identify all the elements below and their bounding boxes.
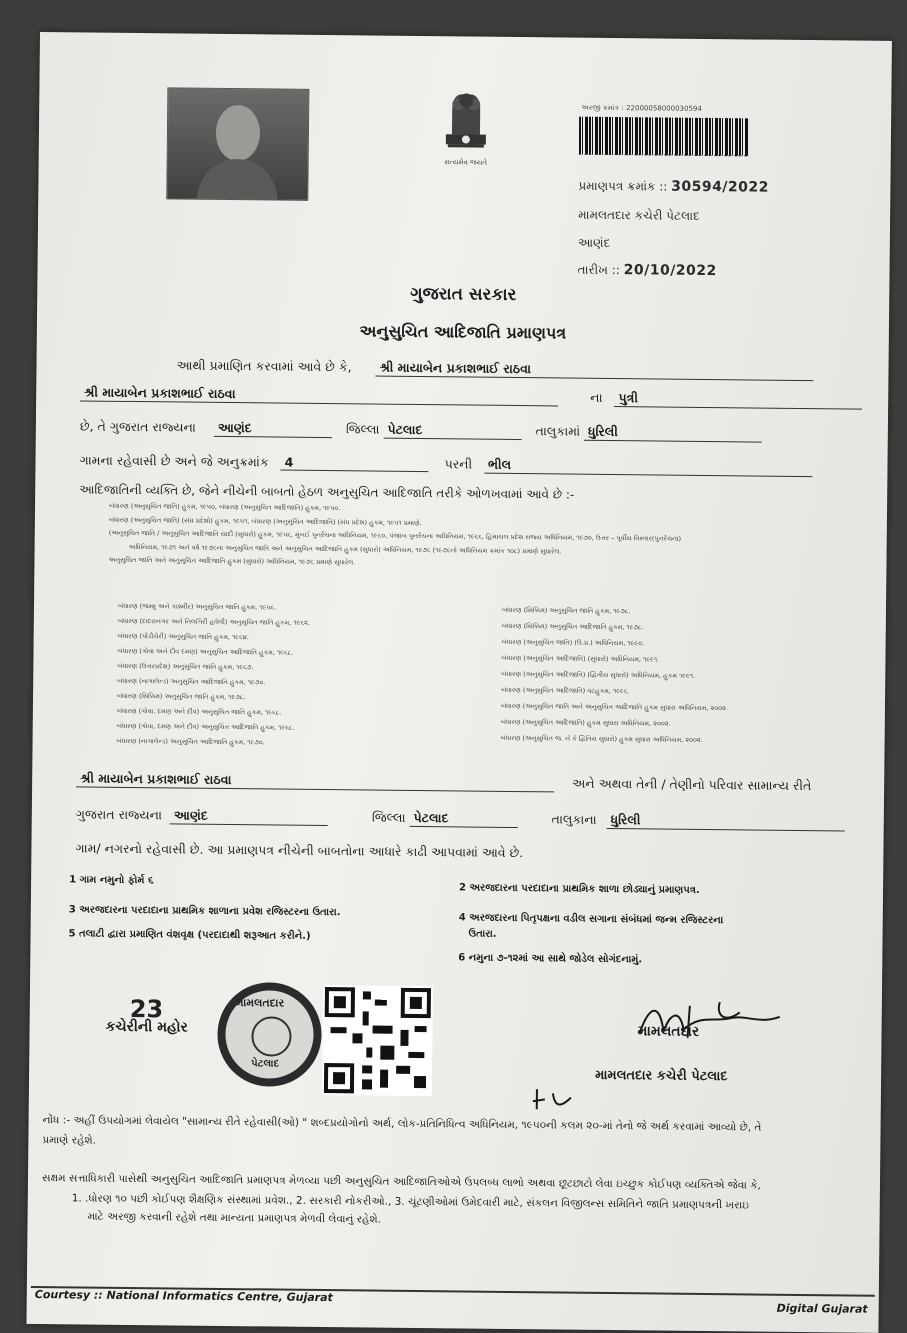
- seal-bottom-text: પેટલાદ: [251, 1058, 280, 1070]
- barcode: [579, 117, 749, 157]
- basis-village-name: ધુરિલી: [607, 812, 845, 831]
- qr-finder: [324, 1063, 354, 1093]
- cert-no-label: પ્રમાણપત્ર ક્રમાંક ::: [578, 178, 668, 194]
- holder-name-top: શ્રી માયાબેન પ્રકાશભાઈ રાઠવા: [376, 360, 814, 382]
- basis-holder-name: શ્રી માયાબેન પ્રકાશભાઈ રાઠવા: [76, 770, 554, 792]
- basis-taluka-name: પેટલાદ: [410, 810, 518, 828]
- national-emblem: [431, 86, 502, 177]
- order-line: બંધારણ (અનુસુચિત આદિજાતિ) (સુધારો) અધિનિયમ, ૧૯૯૧.: [501, 653, 660, 664]
- note-line: નોંધ :- અહીં ઉપયોગમાં લેવાયેલ "સામાન્ય રીતે રહેવાસી(ઓ) " શબ્દપ્રયોગોનો અર્થ, લોક-પ્રતિનિધિત્વ અધિનિયમ, ૧૯૫૦ની કલમ ૨૦-માં તેનો જે અર્થ કરવામાં આવ્યો છે, તે: [42, 1114, 762, 1134]
- na-text: ના: [590, 389, 603, 405]
- taluka-name: પેટલાદ: [383, 422, 521, 440]
- issuing-office: મામલતદાર કચેરી પેટલાદ: [578, 207, 700, 223]
- order-line: બંધારણ (જમ્મુ અને કાશ્મીર) અનુસુચિત જાતિ હુકમ, ૧૯૫૬.: [117, 601, 277, 612]
- issue-date: 20/10/2022: [623, 262, 717, 280]
- order-line: બંધારણ (અનુસુચિત જાતિ) (સંઘ પ્રદેશો) હુકમ, ૧૯૫૧, બંધારણ (અનુસુચિત આદિજાતિ) (સંઘ પ્રદેશ) હુકમ, ૧૯૫૧ પ્રમાણે.: [108, 515, 422, 527]
- qr-module: [373, 1026, 393, 1034]
- signatory-title: મામલતદાર: [637, 1023, 700, 1040]
- state-line: [80, 418, 762, 442]
- seal-ring-text: મામલતદાર: [235, 996, 285, 1010]
- relation: પુત્રી: [614, 390, 862, 410]
- qr-module: [414, 1076, 426, 1088]
- village-name: ધુરિલી: [584, 424, 762, 443]
- basis-resident-text: ગામ/ નગરનો રહેવાસી છે. આ પ્રમાણપત્ર નીચેની બાબતોના આધારે કાઢી આપવામાં આવે છે.: [75, 840, 524, 861]
- order-line: (અનુસુચિત જાતિ / અનુસુચિત આદિજાતિ યાદી (સુધારો) હુકમ, ૧૯૫૬, મુંબઈ પુનર્રચના અધિનિયમ, ૧૯૬૦, પંજાબ પુનર્રચના અધિનિયમ, ૧૯૬૬, હિમાચલ પ્રદેશ રાજ્ય અધિનિયમ, ૧૯૭૦, ઉત્તર – પૂર્વીય વિસ્તાર(પુનર્રચના): [108, 528, 682, 543]
- resident-text: ગામના રહેવાસી છે અને જે અનુક્રમાંક: [79, 452, 269, 470]
- holder-name: શ્રી માયાબેન પ્રકાશભાઈ રાઠવા: [80, 384, 558, 406]
- order-line: બંધારણ (અનુસુચિત આદિજાતિ) વટહુકમ, ૧૯૯૬.: [501, 685, 630, 696]
- order-line: અધિનિયમ, ૧૯૭૧ અને વર્ષ ૧૯૭૬ના અનુસુચિત જાતિ અને અનુસુચિત આદિજાતિ હુકમ (સુધારો) અધિનિયમ, ૧૯૭૬ (૧૯૭૬નો અધિનિયમ ક્રમાંક ૧૦૮) પ્રમાણે સુધારેલ.: [128, 542, 562, 555]
- date-label: તારીખ ::: [577, 262, 620, 278]
- qr-module: [363, 1011, 369, 1025]
- qr-module: [331, 1027, 347, 1033]
- order-line: અનુસુચિત જાતિ અને અનુસુચિત આદિજાતિ હુકમ (સુધારો) અધિનિયમ, ૧૯૭૬ પ્રમાણે સુધારેલ.: [108, 555, 356, 567]
- district-label: જિલ્લા: [345, 421, 380, 437]
- basis-district-label: જિલ્લા: [371, 809, 406, 825]
- issuing-district: આણંદ: [577, 235, 611, 250]
- digital-gujarat-text: Digital Gujarat: [776, 1301, 868, 1316]
- orders-left-column: [117, 603, 311, 747]
- document-item: 3 અરજદારના પરદાદાના પ્રાથમિક શાળાના પ્રવેશ રજિસ્ટરના ઉતારા.: [68, 904, 341, 919]
- district-name: આણંદ: [214, 420, 332, 438]
- photo-face: [216, 105, 261, 161]
- orders-top: [108, 503, 681, 569]
- certificate-paper: [26, 32, 891, 1333]
- basis-state-text: ગુજરાત રાજ્યના: [75, 806, 163, 823]
- signatory-office: મામલતદાર કચેરી પેટલાદ: [595, 1067, 728, 1085]
- name-line: [80, 384, 862, 409]
- order-line: બંધારણ (અનુસુચિત આદિજાતિ) હુકમ સુધારા અધિનિયમ, ૨૦૦૨.: [500, 717, 671, 728]
- government-title: ગુજરાત સરકાર: [410, 283, 517, 306]
- certificate-title: અનુસુચિત આદિજાતિ પ્રમાણપત્ર: [359, 321, 567, 343]
- serial-number: 4: [281, 455, 429, 473]
- order-line: બંધારણ (સિક્કિમ) અનુસુચિત જાતિ હુકમ, ૧૯૭૮.: [501, 605, 631, 616]
- issue-date-row: [577, 262, 716, 279]
- qr-finder: [325, 987, 355, 1017]
- photo-body: [197, 159, 277, 200]
- qr-module: [396, 1066, 410, 1074]
- emblem-caption: સત્યમેવ જયતે: [444, 158, 488, 167]
- note-line: સક્ષમ સત્તાધિકારી પાસેથી અનુસુચિત આદિજાતિ પ્રમાણપત્ર મેળવ્યા પછી અનુસુચિત આદિજાતિઓએ ઉપલબ્ધ લાભો અથવા છૂટછાટો લેવા ઇચ્છુક કોઈપણ વ્યક્તિએ જેવા કે,: [41, 1172, 761, 1192]
- qr-module: [375, 1000, 387, 1006]
- qr-module: [380, 1070, 388, 1088]
- qr-module: [363, 991, 371, 999]
- basis-district-name: આણંદ: [170, 807, 328, 826]
- taluka-label: તાલુકામાં: [535, 423, 581, 439]
- document-item: ઉતારા.: [468, 928, 497, 940]
- order-line: બંધારણ (દાદરાનગર અને નિલગિરી હવેલી) અનુસુચિત જાતિ હુકમ, ૧૯૬૨.: [117, 616, 310, 627]
- qr-module: [380, 1046, 394, 1060]
- order-line: બંધારણ (અનુસુચિત જાતિ) (ઉ.પ્ર.) અધિનિયમ, ૧૯૯૦.: [501, 637, 645, 648]
- lion-capital-icon: [438, 86, 495, 159]
- order-line: બંધારણ (ઉત્તરપ્રદેશ) અનુસુચિત જાતિ હુકમ, ૧૯૬૭.: [117, 661, 254, 672]
- applicant-photo: [166, 87, 309, 200]
- document-item: 6 નમુના ૭-૧૨માં આ સાથે જોડેલ સોગંદનામું.: [458, 952, 643, 966]
- order-line: બંધારણ (ગોવા અને દીવ દમણ) અનુસુચિત આદિજાતિ હુકમ, ૧૯૬૮.: [117, 646, 294, 657]
- order-line: બંધારણ (ગોવા, દમણ અને દીવ) અનુસુચિત આદિજાતિ હુકમ, ૧૯૬૮.: [116, 721, 295, 732]
- tribe-name: ભીલ: [484, 457, 812, 477]
- application-number: અરજી ક્રમાંક : 22000058000030594: [581, 103, 702, 113]
- order-line: બંધારણ (સિક્કિમ) અનુસુચિત જાતિ હુકમ, ૧૯૭૮.: [117, 691, 246, 702]
- order-line: બંધારણ (અનુસુચિત જ. ને કે દ્વિતિય સુધારો) હુકમ સુધારા અધિનિયમ, ૨૦૦૨.: [500, 733, 703, 744]
- qr-module: [408, 1052, 424, 1058]
- orders-right-column: [501, 607, 729, 744]
- order-line: બંધારણ (નાગાલેન્ડ) અનુસુચિત આદિજાતિ હુકમ, ૧૯૭૦.: [116, 736, 265, 747]
- note-line: માટે અરજી કરવાની રહેશે તથા માન્યતા પ્રમાણપત્ર મેળવી લેવાનું રહેશે.: [87, 1210, 382, 1226]
- note-line: 1. .ધોરણ ૧૦ પછી કોઈપણ શૈક્ષણિક સંસ્થામાં પ્રવેશ., 2. સરકારી નોકરીઓ., 3. ચૂંટણીઓમાં ઉમેદવારી માટે, સંકલન વિજીલન્સ સમિતિને જાતિ પ્રમાણપત્રની ખરાઇ: [71, 1192, 749, 1212]
- qr-module: [362, 1079, 372, 1089]
- order-line: બંધારણ (સિક્કિમ) અનુસુચિત આદિજાતિ હુકમ, ૧૯૭૮.: [501, 621, 644, 632]
- document-item: 4 અરજદારના પિતૃપક્ષના વડીલ સગાના સંબંધમાં જન્મ રજિસ્ટરના: [458, 912, 724, 927]
- resident-line: [79, 452, 812, 477]
- order-line: બંધારણ (અનુસુચિત જાતિ) હુકમ, ૧૯૫૦, બંધારણ (અનુસુચિત આદિજાતિ) હુકમ, ૧૯૫૦.: [109, 501, 341, 513]
- basis-name-line: [76, 770, 811, 795]
- seal-number: 23: [129, 994, 164, 1024]
- initials-icon: [531, 1083, 601, 1114]
- certificate-number-row: [578, 178, 769, 196]
- note-line: પ્રમાણે રહેશે.: [42, 1134, 97, 1147]
- barcode-block: [579, 104, 760, 157]
- qr-module: [352, 1033, 362, 1043]
- intro-text: આથી પ્રમાણિત કરવામાં આવે છે કે,: [176, 357, 352, 375]
- office-seal-label: કચેરીની મહોર: [105, 1018, 188, 1036]
- qr-finder: [401, 988, 431, 1018]
- basis-taluka-label: તાલુકાના: [551, 811, 597, 827]
- seal-emblem-icon: [251, 1016, 291, 1056]
- office-seal: [217, 982, 322, 1087]
- cert-no: 30594/2022: [671, 178, 770, 196]
- order-line: બંધારણ (નાગાલેન્ડ) અનુસુચિત આદિજાતિ હુકમ, ૧૯૭૦.: [117, 676, 266, 687]
- document-item: 2 અરજદારના પરદાદાના પ્રાથમિક શાળા છોડ્યાનું પ્રમાણપત્ર.: [459, 882, 700, 896]
- qr-module: [415, 1026, 427, 1032]
- qr-code: [322, 985, 433, 1096]
- tribe-text: આદિજાતિની વ્યક્તિ છે, જેને નીચેની બાબતો હેઠળ અનુસુચિત આદિજાતિ તરીકે ઓળખવામાં આવે છે :-: [79, 482, 575, 502]
- family-text: અને અથવા તેની / તેણીનો પરિવાર સામાન્ય રીતે: [572, 775, 812, 794]
- order-line: બંધારણ (અનુસુચિત આદિજાતિ) (દ્વિતીય સુધારો) અધિનિયમ, હુકમ ૧૯૯૧.: [501, 669, 696, 680]
- qr-module: [400, 1030, 408, 1046]
- intro-line: [176, 357, 813, 381]
- document-item: 1 ગામ નમુનો ફોર્મ ૬: [69, 874, 154, 887]
- parni-text: પરની: [444, 456, 473, 472]
- document-item: 5 તલાટી દ્વારા પ્રમાણિત વંશવૃક્ષ (પરદાદાથી શરૂઆત કરીને.): [68, 928, 311, 942]
- order-line: બંધારણ (અનુસુચિત જાતિ અને અનુસુચિત આદિજાતિ હુકમ સુધારા અધિનિયમ, ૨૦૦૨.: [500, 701, 729, 713]
- qr-module: [362, 1065, 372, 1073]
- state-text: છે, તે ગુજરાત રાજ્યના: [79, 418, 196, 435]
- order-line: બંધારણ (પોંડીચેરી) અનુસુચિત જાતિ હુકમ, ૧૯૬૪.: [117, 631, 249, 642]
- qr-module: [366, 1047, 372, 1057]
- basis-state-line: [76, 806, 845, 831]
- courtesy-text: Courtesy :: National Informatics Centre, Gujarat: [34, 1288, 333, 1305]
- order-line: બંધારણ (ગોવા, દમણ અને દીવ) અનુસુચિત જાતિ હુકમ, ૧૯૬૮.: [116, 706, 282, 717]
